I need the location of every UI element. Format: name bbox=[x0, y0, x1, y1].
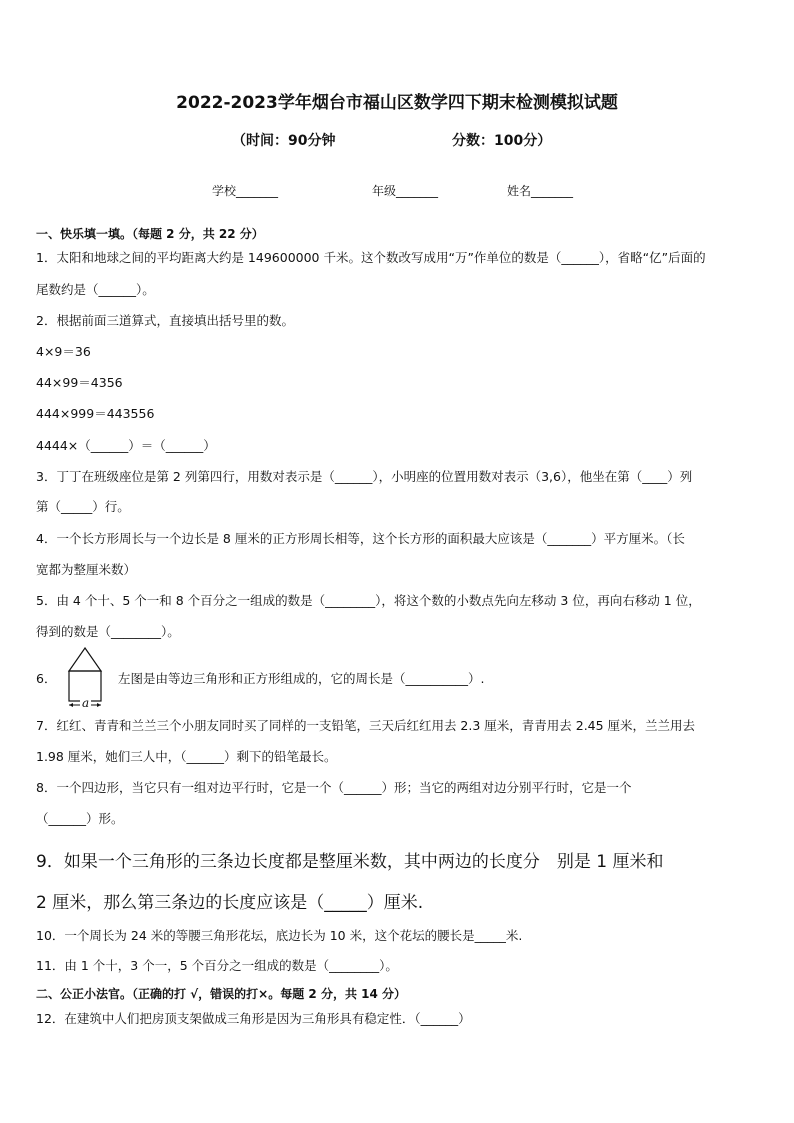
section-1-title: 一、快乐填一填。（每题 2 分，共 22 分） bbox=[36, 227, 264, 241]
q3-line2: 第（_____）行。 bbox=[36, 499, 130, 514]
q7-line1: 7．红红、青青和兰兰三个小朋友同时买了同样的一支铅笔，三天后红红用去 2.3 厘米，青青用去 2.45 厘米，兰兰用去 bbox=[36, 718, 696, 733]
q5-line2: 得到的数是（________）。 bbox=[36, 624, 180, 639]
q9-line2: 2 厘米，那么第三条边的长度应该是（_____）厘米. bbox=[36, 893, 424, 913]
q2-line1: 2．根据前面三道算式，直接填出括号里的数。 bbox=[36, 313, 294, 328]
section-2-title: 二、公正小法官。（正确的打 √，错误的打×。每题 2 分，共 14 分） bbox=[36, 987, 406, 1001]
q11-line1: 11．由 1 个十，3 个一，5 个百分之一组成的数是（________）。 bbox=[36, 958, 398, 973]
q1-line1: 1．太阳和地球之间的平均距离大约是 149600000 千米。这个数改写成用“万”作单位的数是（______），省略“亿”后面的 bbox=[36, 250, 706, 265]
figure-side-label: a bbox=[82, 696, 90, 710]
q6-number: 6． bbox=[36, 671, 57, 686]
q10-line1: 10．一个周长为 24 米的等腰三角形花坛，底边长为 10 米，这个花坛的腰长是_____米. bbox=[36, 928, 523, 943]
q2-eq1: 4×9＝36 bbox=[36, 344, 91, 359]
q2-eq4: 4444×（______）＝（______） bbox=[36, 438, 216, 453]
q2-eq2: 44×99＝4356 bbox=[36, 375, 123, 390]
q1-line2: 尾数约是（______）。 bbox=[36, 282, 155, 297]
q4-line1: 4．一个长方形周长与一个边长是 8 厘米的正方形周长相等，这个长方形的面积最大应该是（_______）平方厘米。（长 bbox=[36, 531, 685, 546]
school-field: 学校_______ bbox=[212, 184, 279, 198]
q5-line1: 5．由 4 个十、5 个一和 8 个百分之一组成的数是（________），将这个数的小数点先向左移动 3 位，再向右移动 1 位， bbox=[36, 593, 701, 608]
q7-line2: 1.98 厘米，她们三人中，（______）剩下的铅笔最长。 bbox=[36, 749, 337, 764]
q3-line1: 3．丁丁在班级座位是第 2 列第四行，用数对表示是（______），小明座的位置用数对表示（3,6），他坐在第（____）列 bbox=[36, 469, 693, 484]
name-field: 姓名_______ bbox=[507, 184, 574, 198]
q6-text: 左图是由等边三角形和正方形组成的，它的周长是（__________）. bbox=[118, 671, 485, 686]
grade-field: 年级_______ bbox=[372, 184, 439, 198]
exam-time: （时间：90分钟 bbox=[232, 133, 336, 149]
page-title: 2022-2023学年烟台市福山区数学四下期末检测模拟试题 bbox=[176, 93, 618, 113]
exam-score: 分数：100分） bbox=[452, 133, 552, 149]
q2-eq3: 444×999＝443556 bbox=[36, 406, 155, 421]
q12-line1: 12．在建筑中人们把房顶支架做成三角形是因为三角形具有稳定性．（______） bbox=[36, 1011, 471, 1026]
q9-line1: 9．如果一个三角形的三条边长度都是整厘米数，其中两边的长度分 别是 1 厘米和 bbox=[36, 852, 664, 872]
q4-line2: 宽都为整厘米数） bbox=[36, 562, 137, 577]
q8-line2: （______）形。 bbox=[36, 811, 124, 826]
q8-line1: 8．一个四边形，当它只有一组对边平行时，它是一个（______）形；当它的两组对边分别平行时，它是一个 bbox=[36, 780, 632, 795]
